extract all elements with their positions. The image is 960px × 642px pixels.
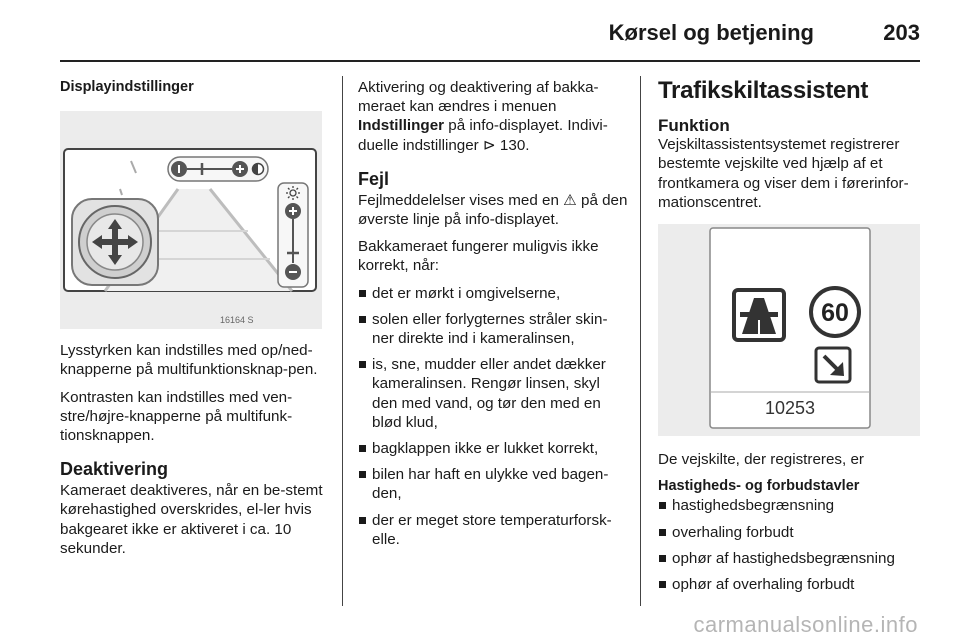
paragraph-conditions: Bakkameraet fungerer muligvis ikke korrekt, når:: [358, 238, 599, 275]
section-heading-deactivation: Deaktivering: [60, 459, 169, 480]
list-item: det er mørkt i omgivelserne,: [358, 284, 628, 303]
page-ref-icon: ⊳: [482, 136, 496, 154]
figure-label-traffic-sign: 10253: [764, 398, 816, 419]
warning-triangle-icon: ⚠: [563, 191, 577, 209]
speed-signs-list: [658, 496, 923, 594]
errors-text-2: på den øverste linje på info-displayet.: [358, 191, 628, 229]
display-settings-figure: [60, 111, 322, 329]
list-item: ophør af hastighedsbegrænsning: [658, 549, 923, 568]
page-number: 203: [883, 20, 920, 45]
activation-text-1: Aktivering og deaktivering af bakka-meraet kan ændres i menuen: [358, 79, 599, 116]
section-heading-traffic-sign-assistant: Trafikskiltassistent: [658, 77, 869, 104]
list-item: bagklappen ikke er lukket korrekt,: [358, 439, 628, 458]
list-item: overhaling forbudt: [658, 523, 923, 542]
errors-text-1: Fejlmeddelelser vises med en: [358, 191, 559, 209]
figure-label-display: 16164 S: [220, 315, 254, 326]
list-item: ophør af overhaling forbudt: [658, 575, 923, 594]
paragraph-activation: [358, 78, 628, 155]
paragraph-recognized-signs: De vejskilte, der registreres, er: [658, 451, 864, 469]
list-item: is, sne, mudder eller andet dækker kameralinsen. Rengør linsen, skyl den med vand, og tør den med en blød klud,: [358, 355, 628, 432]
section-heading-function: Funktion: [658, 116, 730, 135]
page-header-title: Kørsel og betjening: [608, 20, 814, 45]
column-1: [60, 78, 326, 566]
section-heading-display-settings: Displayindstillinger: [60, 79, 194, 95]
list-item: solen eller forlygternes stråler skin-ner direkte ind i kameralinsen,: [358, 310, 628, 348]
conditions-list: [358, 284, 628, 549]
page-ref-number: 130.: [495, 136, 530, 154]
lane-arrow-sign-icon: [816, 348, 850, 382]
column-3: [658, 78, 923, 601]
speed-limit-sign-icon: [811, 288, 859, 336]
traffic-sign-figure: [658, 224, 920, 436]
list-item: hastighedsbegrænsning: [658, 496, 923, 515]
column-divider-left: [342, 76, 343, 606]
list-item: bilen har haft en ulykke ved bagen-den,: [358, 465, 628, 503]
header-rule: [60, 60, 920, 62]
brightness-slider: [278, 183, 308, 287]
contrast-slider: [168, 157, 268, 181]
column-2: [358, 78, 628, 556]
watermark: carmanualsonline.info: [693, 612, 918, 637]
paragraph-function: Vejskiltassistentsystemet registrerer bestemte vejskilte ved hjælp af et frontkamera og viser dem i førerinfor-mationscentret.: [658, 136, 909, 211]
section-heading-errors: Fejl: [358, 168, 390, 189]
list-item: der er meget store temperaturforsk-elle.: [358, 511, 628, 549]
speed-limit-value: 60: [821, 299, 849, 328]
paragraph-contrast: Kontrasten kan indstilles med ven-stre/højre-knapperne på multifunk-tionsknappen.: [60, 388, 293, 445]
column-divider-right: [640, 76, 641, 606]
settings-menu-name: Indstillinger: [358, 117, 445, 135]
motorway-sign-icon: [734, 290, 784, 340]
list-heading-speed-signs: Hastigheds- og forbudstavler: [658, 478, 860, 495]
paragraph-brightness: Lysstyrken kan indstilles med op/ned-knapperne på multifunktionsknap-pen.: [60, 342, 318, 379]
paragraph-errors: [358, 191, 628, 229]
activation-text-2: på info-displayet. Indivi-duelle indstillinger: [358, 117, 608, 154]
paragraph-deactivation: Kameraet deaktiveres, når en be-stemt kørehastighed overskrides, el-ler hvis bakgearet ikke er aktiveret i ca. 10 sekunder.: [60, 482, 323, 557]
multifunction-knob: [72, 199, 158, 285]
